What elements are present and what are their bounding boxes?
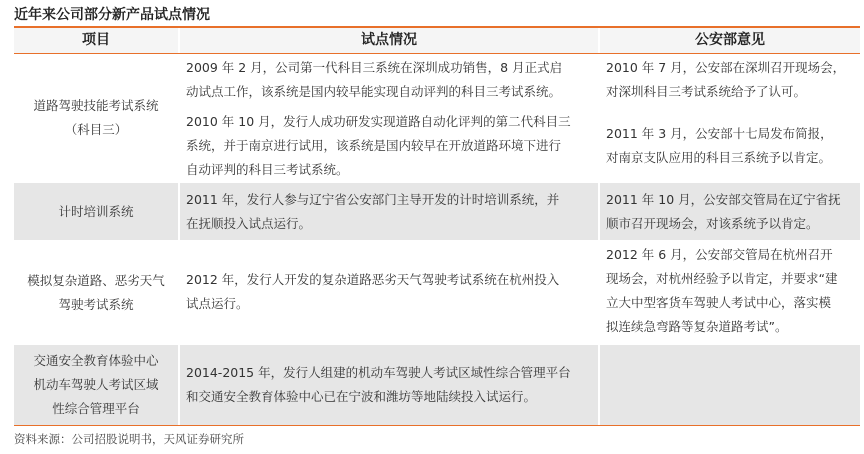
header-opinion: 公安部意见: [600, 28, 860, 53]
column-divider: [178, 54, 180, 425]
opinion-line: 拟连续急弯路等复杂道路考试”。: [606, 319, 788, 334]
header-item: 项目: [14, 28, 178, 53]
pilot-line: 2012 年，发行人开发的复杂道路恶劣天气驾驶考试系统在杭州投入: [186, 272, 560, 287]
item-cell: [14, 345, 178, 425]
pilot-line: 2011 年，发行人参与辽宁省公安部门主导开发的计时培训系统，并: [186, 192, 560, 207]
opinion-line: 现场会，对杭州经验予以肯定，并要求“建: [606, 271, 838, 286]
pilot-line: 动试点工作，该系统是国内较早能实现自动评判的科目三考试系统。: [186, 84, 562, 99]
item-line: 道路驾驶技能考试系统: [33, 98, 159, 113]
item-line: 驾驶考试系统: [58, 296, 134, 312]
item-line: 交通安全教育体验中心: [33, 353, 159, 368]
pilot-line: 2009 年 2 月，公司第一代科目三系统在深圳成功销售，8 月正式启: [186, 60, 563, 75]
pilot-cell: [186, 268, 559, 316]
column-divider: [598, 54, 600, 425]
item-cell: [14, 54, 178, 182]
opinion-line: 2011 年 10 月，公安部交管局在辽宁省抚: [606, 192, 841, 207]
pilot-cell: [186, 361, 571, 409]
pilot-cell: [186, 56, 571, 182]
opinion-line: 对南京支队应用的科目三系统予以肯定。: [606, 150, 832, 165]
item-line: 计时培训系统: [58, 203, 134, 219]
source-note: 资料来源：公司招股说明书，天风证券研究所: [14, 432, 244, 446]
item-line: 模拟复杂道路、恶劣天气: [27, 272, 165, 288]
opinion-line: 2012 年 6 月，公安部交管局在杭州召开: [606, 247, 833, 262]
bottom-rule: [14, 425, 860, 426]
pilot-line: 和交通安全教育体验中心已在宁波和潍坊等地陆续投入试运行。: [186, 389, 537, 404]
item-cell: [14, 241, 178, 344]
pilot-line: 2010 年 10 月，发行人成功研发实现道路自动化评判的第二代科目三: [186, 114, 571, 129]
opinion-cell: [606, 188, 841, 236]
item-line: （科目三）: [64, 122, 128, 137]
opinion-line: 2011 年 3 月，公安部十七局发布简报，: [606, 126, 833, 141]
item-cell: [14, 183, 178, 240]
pilot-line: 在抚顺投入试点运行。: [186, 216, 312, 231]
pilot-line: 自动评判的科目三考试系统。: [186, 162, 349, 177]
opinion-cell: [606, 243, 837, 339]
pilot-line: 系统，并于南京进行试用，该系统是国内较早在开放道路环境下进行: [186, 138, 562, 153]
table-title: 近年来公司部分新产品试点情况: [14, 7, 210, 23]
pilot-line: 试点运行。: [186, 296, 249, 311]
header-pilot: 试点情况: [180, 28, 598, 53]
opinion-line: 2010 年 7 月，公安部在深圳召开现场会，: [606, 60, 846, 75]
opinion-line: 顺市召开现场会，对该系统予以肯定。: [606, 216, 819, 231]
item-line: 性综合管理平台: [52, 401, 140, 416]
pilot-line: 2014-2015 年，发行人组建的机动车驾驶人考试区域性综合管理平台: [186, 365, 571, 380]
item-line: 机动车驾驶人考试区域: [33, 377, 159, 392]
opinion-line: 立大中型客货车驾驶人考试中心，落实模: [606, 295, 832, 310]
opinion-cell: [606, 56, 845, 170]
pilot-cell: [186, 188, 559, 236]
opinion-line: 对深圳科目三考试系统给予了认可。: [606, 84, 807, 99]
